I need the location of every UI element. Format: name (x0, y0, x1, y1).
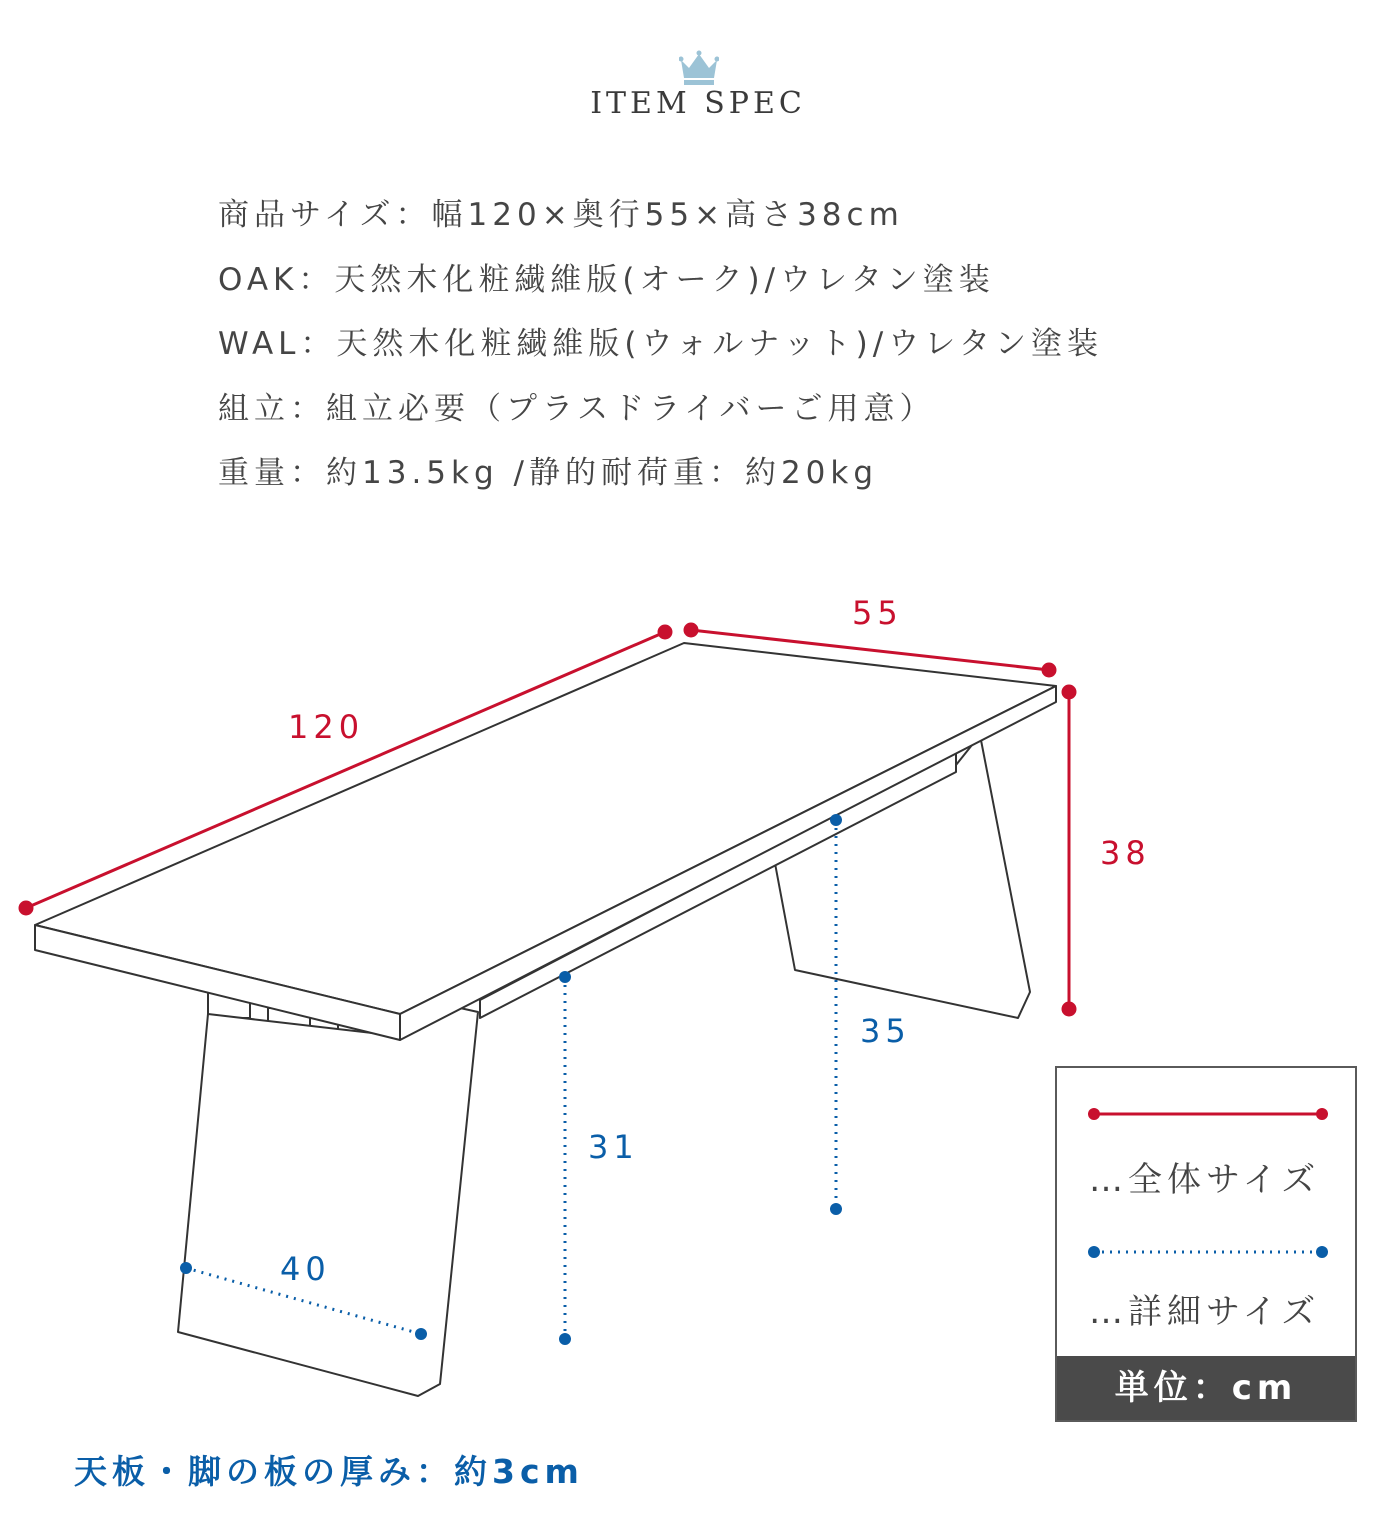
clearance-back-label: 35 (860, 1012, 911, 1050)
spec-oak: OAK：天然木化粧繊維版(オーク)/ウレタン塗装 (218, 261, 995, 298)
leg-depth-label: 40 (280, 1250, 331, 1288)
legend-overall-label: …全体サイズ (1089, 1160, 1321, 1200)
legend-box (1055, 1066, 1357, 1422)
thickness-note: 天板・脚の板の厚み：約3cm (74, 1452, 584, 1491)
height-label: 38 (1100, 834, 1151, 872)
width-label: 120 (288, 708, 365, 746)
spec-size: 商品サイズ：幅120×奥行55×高さ38cm (218, 197, 904, 233)
legend-detail-label: …詳細サイズ (1089, 1292, 1321, 1332)
clearance-front-label: 31 (588, 1128, 639, 1166)
spec-weight: 重量：約13.5kg /静的耐荷重：約20kg (218, 455, 879, 491)
spec-assembly: 組立：組立必要（プラスドライバーご用意） (218, 390, 936, 427)
spec-wal: WAL：天然木化粧繊維版(ウォルナット)/ウレタン塗装 (218, 326, 1103, 362)
page-title: ITEM SPEC (590, 86, 806, 121)
unit-label: 単位：cm (1057, 1356, 1355, 1420)
depth-label: 55 (852, 594, 903, 632)
front-leg (178, 1008, 478, 1396)
